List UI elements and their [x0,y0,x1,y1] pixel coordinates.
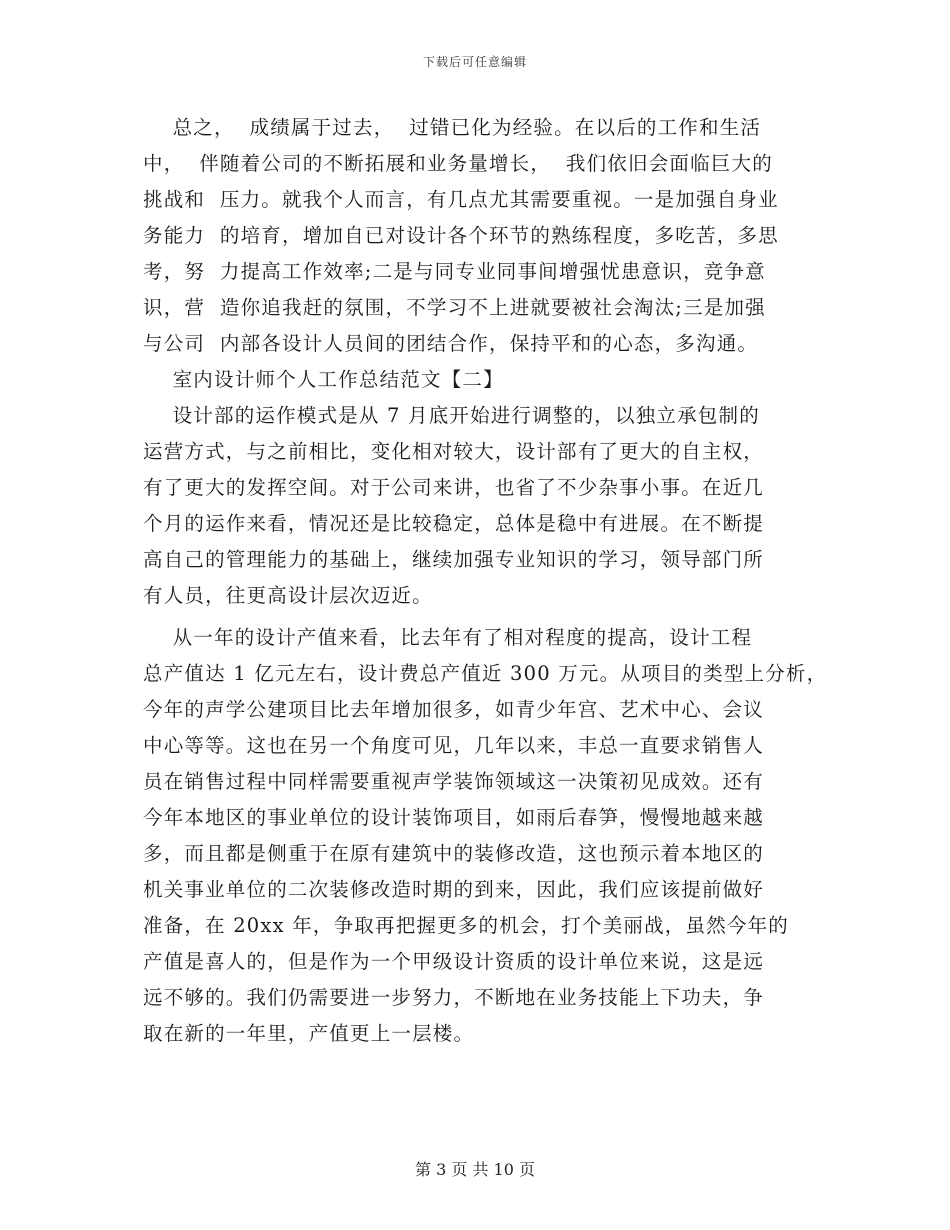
section-heading: 室内设计师个人工作总结范文【二】 [143,368,504,391]
body-line: 今年的声学公建项目比去年增加很多，如青少年宫、艺术中心、会议 [143,698,765,721]
body-line: 运营方式，与之前相比，变化相对较大，设计部有了更大的自主权， [143,440,765,463]
body-line: 识，营 造你追我赶的氛围，不学习不上进就要被社会淘汰;三是加强 [143,296,766,319]
body-line: 远不够的。我们仍需要进一步努力，不断地在业务技能上下功夫，争 [143,986,765,1009]
body-line: 有人员，往更高设计层次迈近。 [143,584,433,607]
body-line: 今年本地区的事业单位的设计装饰项目，如雨后春笋，慢慢地越来越 [143,806,765,829]
page-number: 第 3 页 共 10 页 [415,1160,535,1179]
body-line: 有了更大的发挥空间。对于公司来讲，也省了不少杂事小事。在近几 [143,476,765,499]
body-line: 设计部的运作模式是从 7 月底开始进行调整的，以独立承包制的 [143,404,760,427]
body-line: 取在新的一年里，产值更上一层楼。 [143,1022,475,1045]
body-line: 多，而且都是侧重于在原有建筑中的装修改造，这也预示着本地区的 [143,842,765,865]
body-line: 总产值达 1 亿元左右，设计费总产值近 300 万元。从项目的类型上分析， [143,662,828,685]
body-line: 高自己的管理能力的基础上，继续加强专业知识的学习，领导部门所 [143,548,765,571]
body-line: 准备，在 20xx 年，争取再把握更多的机会，打个美丽战，虽然今年的 [143,914,790,937]
body-line: 个月的运作来看，情况还是比较稳定，总体是稳中有进展。在不断提 [143,512,765,535]
body-line: 与公司 内部各设计人员间的团结合作，保持平和的心态，多沟通。 [143,332,759,355]
body-line: 挑战和 压力。就我个人而言，有几点尤其需要重视。一是加强自身业 [143,188,779,211]
body-line: 产值是喜人的，但是作为一个甲级设计资质的设计单位来说，这是远 [143,950,765,973]
body-line: 考，努 力提高工作效率;二是与同专业同事间增强忧患意识，竞争意 [143,260,766,283]
body-line: 员在销售过程中同样需要重视声学装饰领域这一决策初见成效。还有 [143,770,765,793]
page-header-note: 下载后可任意编辑 [422,55,527,69]
body-line: 总之， 成绩属于过去， 过错已化为经验。在以后的工作和生活 [143,116,762,139]
body-line: 从一年的设计产值来看，比去年有了相对程度的提高，设计工程 [143,626,753,649]
body-line: 务能力 的培育，增加自已对设计各个环节的熟练程度，多吃苦，多思 [143,224,779,247]
body-line: 机关事业单位的二次装修改造时期的到来，因此，我们应该提前做好 [143,878,765,901]
body-line: 中心等等。这也在另一个角度可见，几年以来，丰总一直要求销售人 [143,734,765,757]
body-line: 中， 伴随着公司的不断拓展和业务量增长， 我们依旧会面临巨大的 [143,152,773,175]
